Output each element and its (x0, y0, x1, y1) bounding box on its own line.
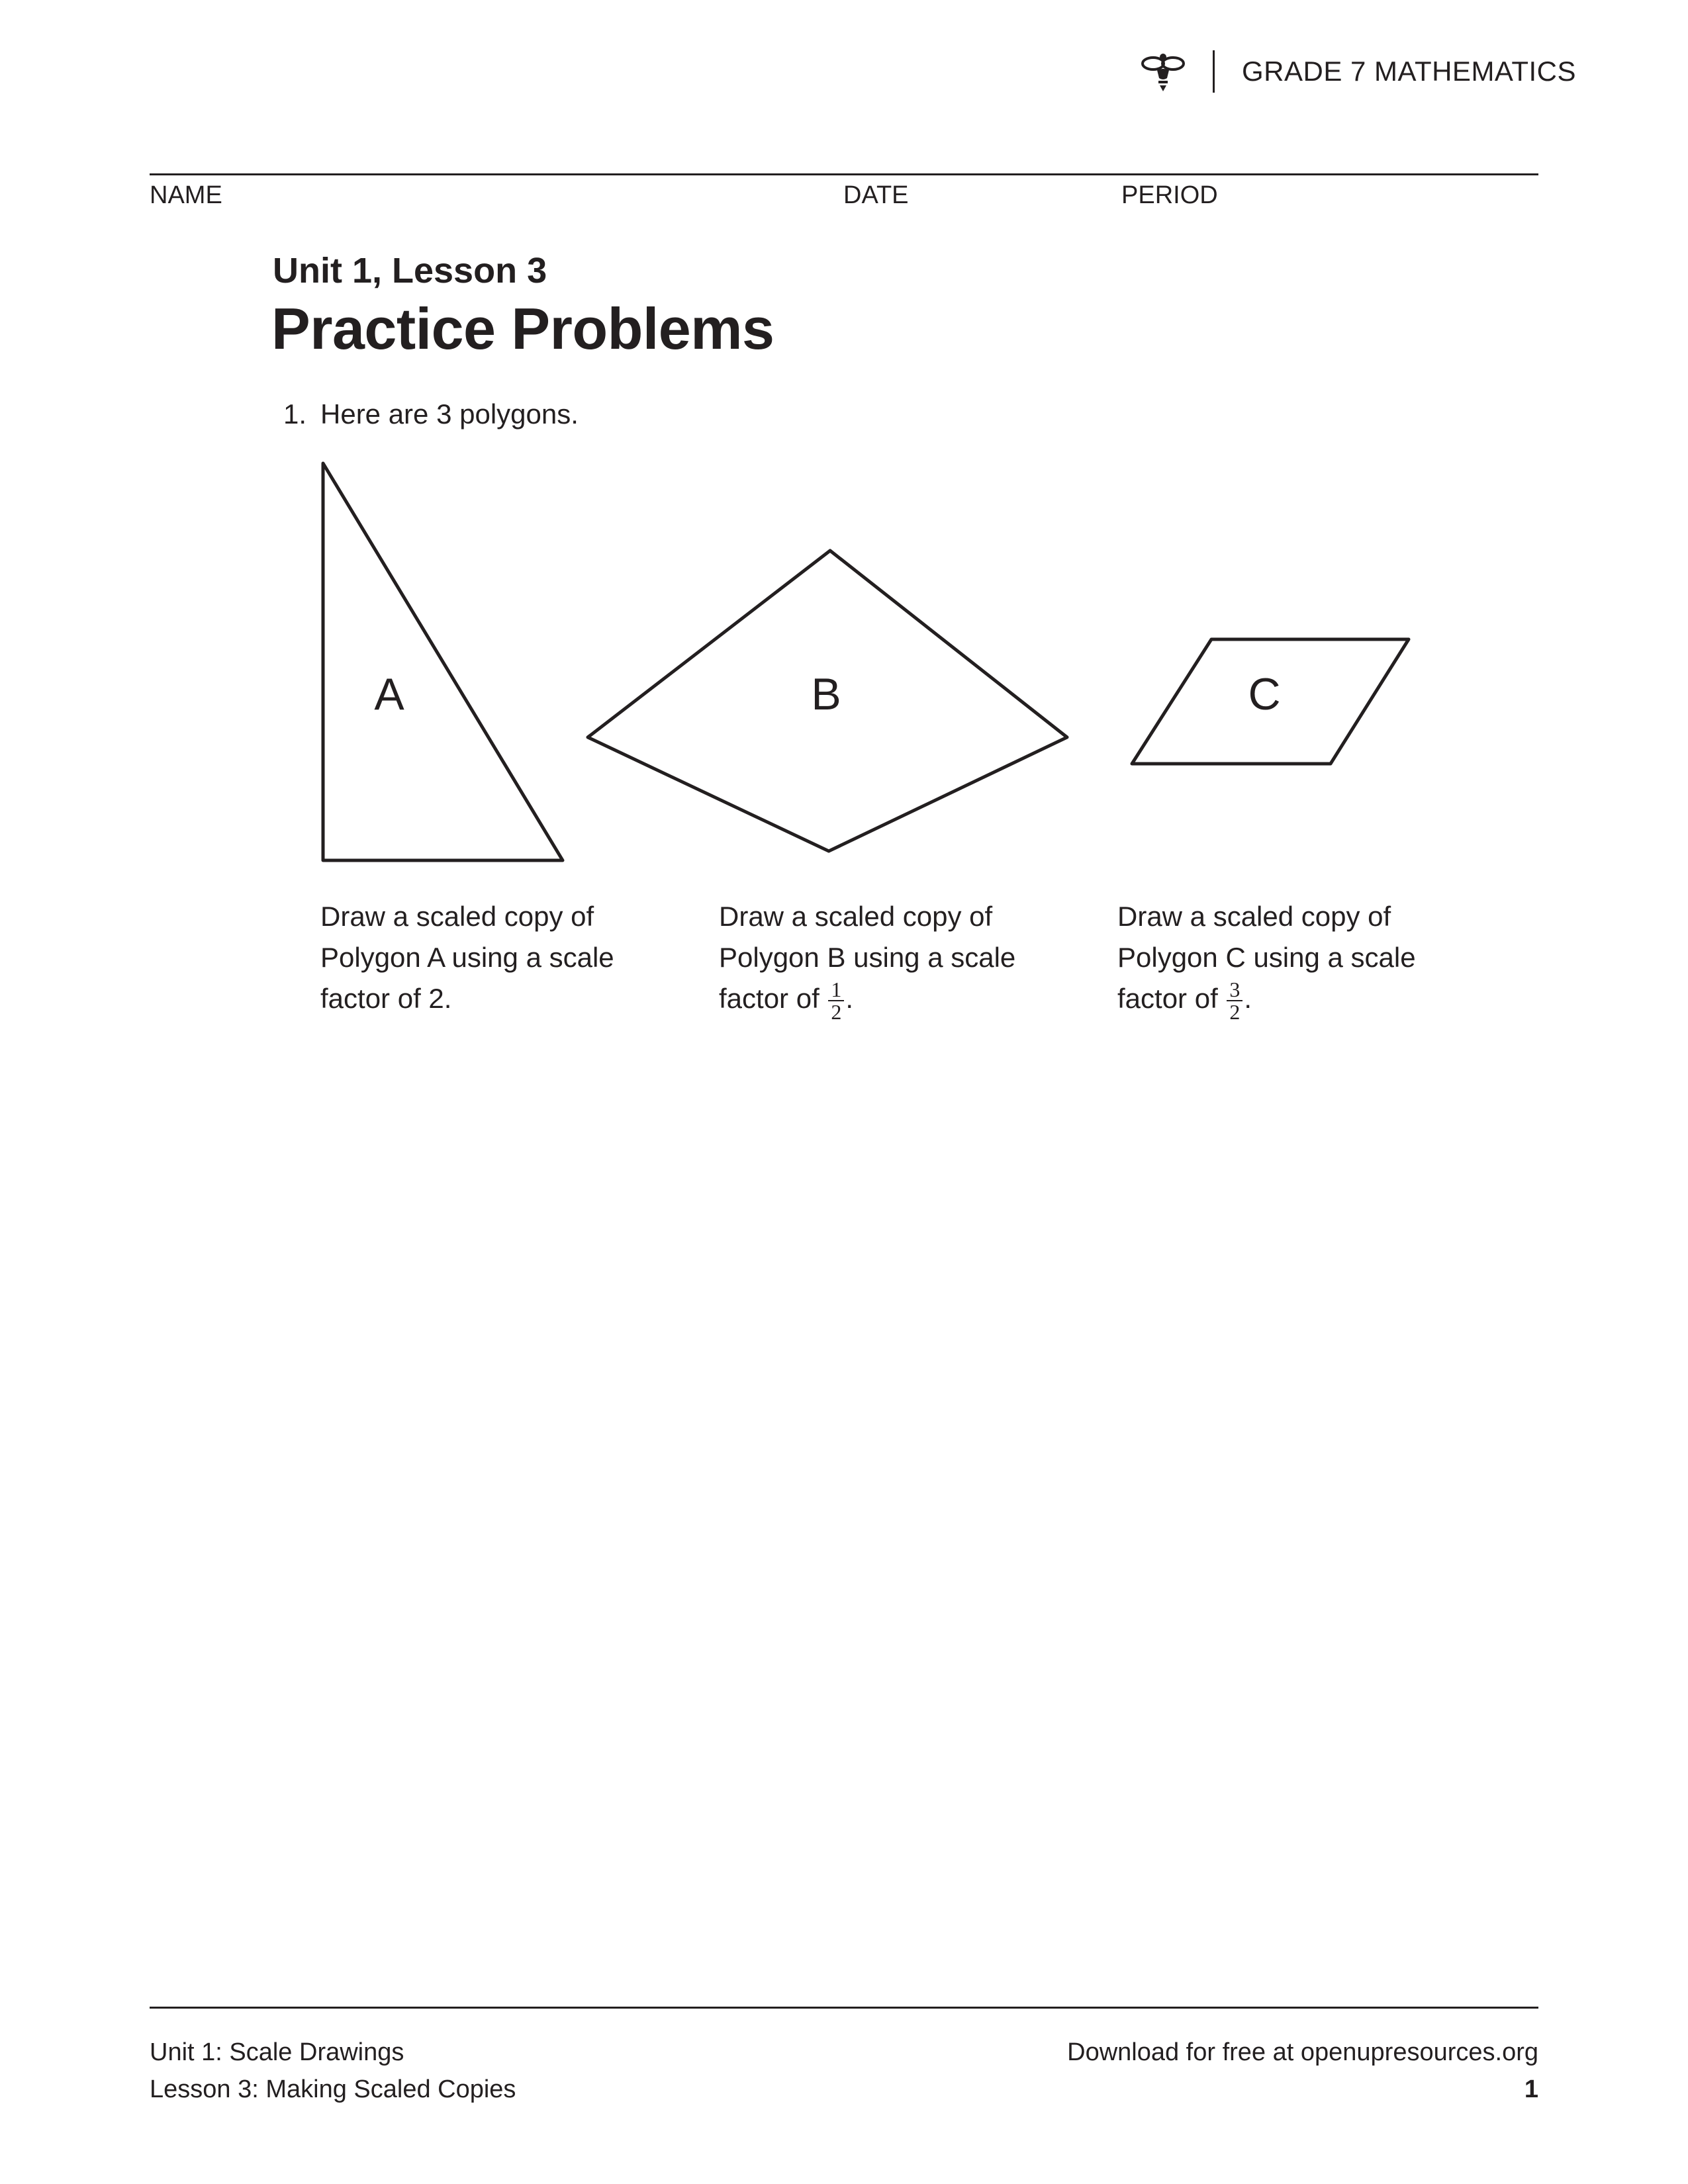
polygon-b-label: B (811, 669, 841, 719)
fraction-numerator: 1 (828, 979, 844, 1001)
caption-polygon-a (320, 896, 665, 1019)
polygon-a-label: A (374, 669, 404, 719)
fraction-denominator: 2 (831, 999, 842, 1024)
footer-lesson: Lesson 3: Making Scaled Copies (150, 2075, 516, 2103)
footer-download-link[interactable]: Download for free at openupresources.org (1067, 2038, 1538, 2066)
problem-prompt: Here are 3 polygons. (320, 398, 579, 430)
page-title: Practice Problems (271, 296, 774, 361)
period-field-label: PERIOD (1121, 181, 1218, 209)
footer-unit: Unit 1: Scale Drawings (150, 2038, 404, 2066)
header-divider (1213, 50, 1215, 93)
problem-number: 1. (283, 398, 307, 430)
header-rule (150, 173, 1538, 175)
polygons-figure (311, 457, 1430, 867)
course-title: GRADE 7 MATHEMATICS (1242, 56, 1576, 87)
date-field-label: DATE (843, 181, 909, 209)
caption-b-period: . (845, 983, 854, 1014)
caption-a-text: Draw a scaled copy of Polygon A using a scale factor of 2. (320, 901, 614, 1014)
polygon-a (323, 463, 563, 860)
fraction-three-halves (1227, 979, 1243, 1023)
page-number: 1 (1524, 2075, 1538, 2103)
fraction-numerator: 3 (1227, 979, 1243, 1001)
unit-lesson-heading: Unit 1, Lesson 3 (273, 251, 547, 291)
caption-polygon-b (719, 896, 1063, 1023)
fraction-denominator: 2 (1229, 999, 1241, 1024)
bee-logo-icon (1140, 48, 1186, 94)
fraction-one-half (828, 979, 844, 1023)
footer-rule (150, 2007, 1538, 2009)
name-field-label: NAME (150, 181, 222, 209)
caption-b-text: Draw a scaled copy of Polygon B using a scale factor of (719, 901, 1016, 1014)
caption-polygon-c (1117, 896, 1462, 1023)
caption-c-period: . (1244, 983, 1252, 1014)
caption-c-text: Draw a scaled copy of Polygon C using a scale factor of (1117, 901, 1416, 1014)
polygon-c-label: C (1248, 669, 1281, 719)
